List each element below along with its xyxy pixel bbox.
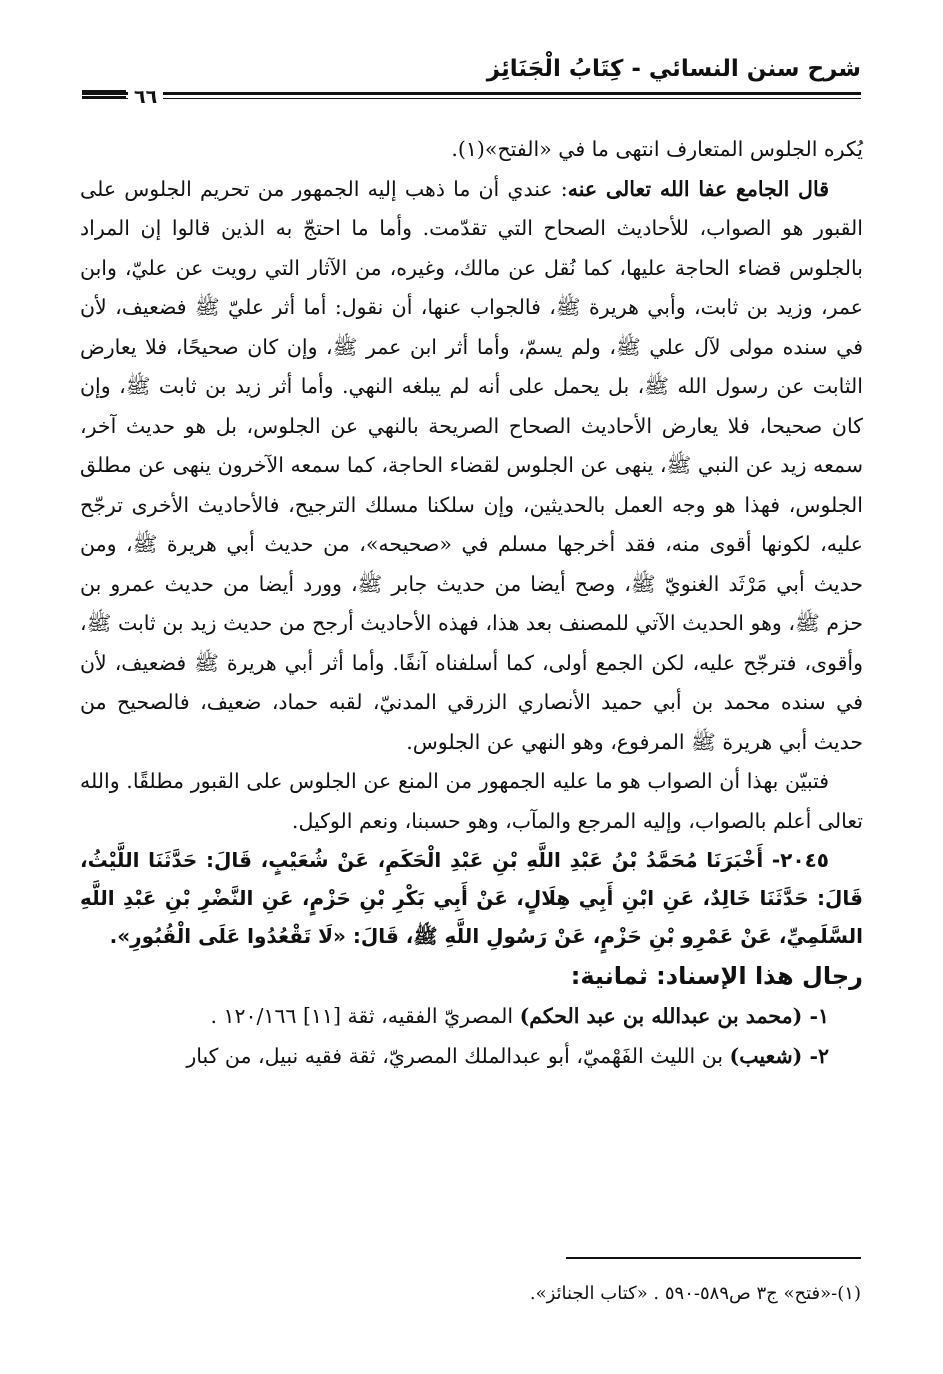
paragraph-2-text: : عندي أن ما ذهب إليه الجمهور من تحريم الجلوس على القبور هو الصواب، للأحاديث الصحاح التي تقدّمت. وأما ما احتجّ به الذين قالوا إن المراد بالجلوس قضاء الحاجة عليها، كما نُقل عن مالك، وغيره، من الآثار التي رويت عن عليّ، وابن عمر، وزيد بن ثابت، وأبي هريرة ﷺ، فالجواب عنها، أن نقول: أما أثر عليّ ﷺ فضعيف، لأن في سنده مولى لآل علي ﷺ، ولم يسمّ، وأما أثر ابن عمر ﷺ، وإن كان صحيحًا، فلا يعارض الثابت عن رسول الله ﷺ، بل يحمل على أنه لم يبلغه النهي. وأما أثر زيد بن ثابت ﷺ، وإن كان صحيحا، فلا يعارض الأحاديث الصحاح الصريحة بالنهي عن الجلوس، بل هو حديث آخر، سمعه زيد عن النبي ﷺ، ينهى عن الجلوس لقضاء الحاجة، كما سمعه الآخرون ينهى عن مطلق الجلوس، فهذا هو وجه العمل بالحديثين، وإن سلكنا مسلك الترجيح، فالأحاديث الأخرى ترجّح عليه، لكونها أقوى منه، فقد أخرجها مسلم في «صحيحه»، من حديث أبي هريرة ﷺ، ومن حديث أبي مَرْثَد الغنويّ ﷺ، وصح أيضا من حديث جابر ﷺ، وورد أيضا من حديث عمرو بن حزم ﷺ، وهو الحديث الآتي للمصنف بعد هذا، فهذه الأحاديث أرجح من حديث زيد بن ثابت ﷺ، وأقوى، فترجّح عليه، لكن الجمع أولى، كما أسلفناه آنفًا. وأما أثر أبي هريرة ﷺ فضعيف، لأن في سنده محمد بن أبي حميد الأنصاري الزرقي المدنيّ، لقبه حماد، ضعيف، فالصحيح من حديث أبي هريرة ﷺ المرفوع، وهو النهي عن الجلوس. <box>80 176 863 754</box>
header-rule-thin <box>82 98 861 99</box>
paragraph-3: فتبيّن بهذا أن الصواب هو ما عليه الجمهور من المنع عن الجلوس على القبور مطلقًا. والله تعالى أعلم بالصواب، وإليه المرجع والمآب، وهو حسبنا، ونعم الوكيل. <box>80 769 863 833</box>
narrator-2 <box>80 1037 863 1077</box>
running-title: شرح سنن النسائي - كِتَابُ الْجَنَائِز <box>486 56 861 82</box>
paragraph-1: يُكره الجلوس المتعارف انتهى ما في «الفتح»(١). <box>451 137 863 161</box>
main-text <box>80 130 863 1076</box>
narrator-1-text: المصريّ الفقيه، ثقة [١١] ١٢٠/١٦٦ . <box>210 1004 520 1028</box>
section-title: رجال هذا الإسناد: ثمانية: <box>570 962 863 990</box>
page-header <box>82 44 861 108</box>
paragraph-2 <box>80 170 863 763</box>
header-rule-thick <box>82 92 861 95</box>
narrator-2-text: بن الليث الفَهْميّ، أبو عبدالملك المصريّ، ثقة فقيه نبيل، من كبار <box>186 1043 730 1068</box>
narrator-2-name: ٢- (شعيب) <box>729 1043 829 1068</box>
hadith-text: ٢٠٤٥- أَخْبَرَنَا مُحَمَّدُ بْنُ عَبْدِ اللَّهِ بْنِ عَبْدِ الْحَكَمِ، عَنْ شُعَيْبٍ، قَالَ: حَدَّثَنَا اللَّيْثُ، قَالَ: حَدَّثَنَا خَالِدٌ، عَنِ ابْنِ أَبِي هِلَالٍ، عَنْ أَبِي بَكْرِ بْنِ حَزْمٍ، عَنِ النَّضْرِ بْنِ عَبْدِ اللَّهِ السَّلَمِيِّ، عَنْ عَمْرِو بْنِ حَزْمٍ، عَنْ رَسُولِ اللَّهِ ﷺ، قَالَ: «لَا تَقْعُدُوا عَلَى الْقُبُورِ». <box>80 848 863 948</box>
footnote-rule <box>566 1257 861 1259</box>
header-dash-marks <box>82 90 126 104</box>
author-comment-lead: قال الجامع عفا الله تعالى عنه <box>567 176 829 201</box>
narrator-1 <box>80 997 863 1037</box>
narrator-1-name: ١- (محمد بن عبدالله بن عبد الحكم) <box>519 1004 829 1028</box>
footnote: (١)-«فتح» ج٣ ص٥٨٩-٥٩٠ . «كتاب الجنائز». <box>529 1283 861 1304</box>
page-number: ٦٦ <box>128 86 163 108</box>
